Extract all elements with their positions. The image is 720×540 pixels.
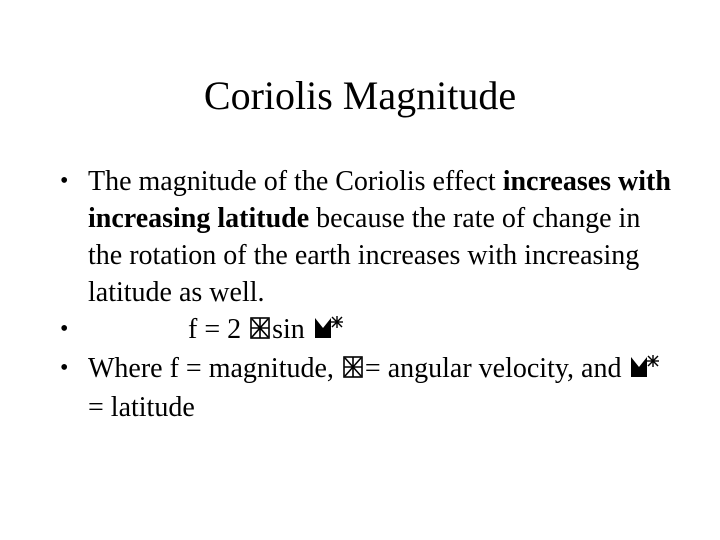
slide-title: Coriolis Magnitude bbox=[203, 73, 517, 118]
definitions-part3: = latitude bbox=[88, 392, 195, 423]
definitions-part1: Where f = magnitude, bbox=[88, 353, 341, 384]
bullet-definitions bbox=[60, 350, 680, 426]
phi-placeholder-svg bbox=[629, 353, 659, 379]
bullet-list bbox=[60, 163, 680, 426]
omega-placeholder-svg bbox=[342, 355, 364, 379]
phi-placeholder-icon bbox=[313, 313, 343, 350]
bullet1-text-before: The magnitude of the Coriolis effect bbox=[88, 166, 503, 197]
bullet1-text-after: because the rate of change in the rotation of the earth increases with increasing latitude as well. bbox=[88, 203, 641, 308]
omega-placeholder-icon bbox=[342, 352, 364, 389]
bullet-marker: • bbox=[60, 316, 69, 342]
bullet-marker: • bbox=[60, 355, 69, 381]
phi-placeholder-icon bbox=[629, 352, 659, 389]
definitions-part2: = angular velocity, and bbox=[364, 353, 629, 384]
omega-placeholder-svg bbox=[249, 316, 271, 340]
omega-placeholder-icon bbox=[249, 313, 271, 350]
equation-part2: sin bbox=[272, 314, 312, 345]
equation-part1: f = 2 bbox=[188, 314, 249, 345]
bullet-equation bbox=[60, 311, 680, 350]
bullet-marker: • bbox=[60, 168, 69, 194]
bullet1-bold-text: increases with increasing latitude bbox=[88, 166, 671, 234]
bullet-magnitude-explanation bbox=[60, 163, 680, 311]
phi-placeholder-svg bbox=[313, 314, 343, 340]
